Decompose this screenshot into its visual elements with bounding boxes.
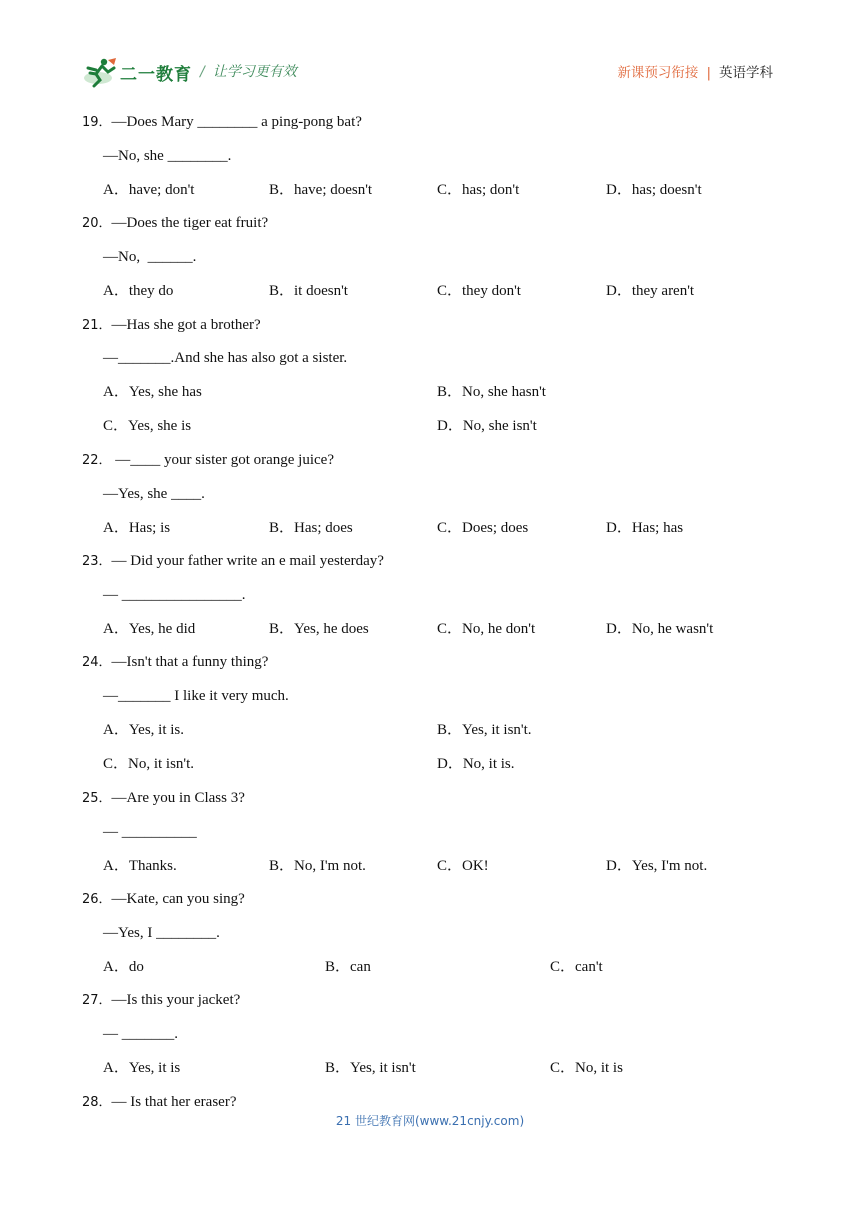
option-c: C．has; don't	[437, 182, 520, 198]
question-number: 27．	[82, 993, 112, 1008]
header-separator: |	[706, 65, 711, 81]
option-c: C．OK!	[437, 858, 489, 874]
option-c: C．Does; does	[437, 520, 529, 536]
header-subject-name: 英语学科	[719, 65, 773, 81]
question-stem: 26．—Kate, can you sing?	[82, 891, 245, 907]
question-number: 22．	[82, 453, 112, 468]
question-answer-line: — __________	[103, 824, 197, 840]
option-d: D．Has; has	[606, 520, 684, 536]
question-answer-line: —Yes, I ________.	[103, 925, 220, 941]
question-number: 26．	[82, 892, 112, 907]
option-a: A．Yes, she has	[103, 384, 202, 400]
question-number: 20．	[82, 216, 112, 231]
question-stem: 20．—Does the tiger eat fruit?	[82, 215, 269, 231]
page-footer: 21 世纪教育网(www.21cnjy.com)	[335, 1114, 525, 1128]
header-course: 新课预习衔接	[617, 65, 699, 81]
question-number: 19．	[82, 115, 112, 130]
question-answer-line: —No, ______.	[103, 249, 197, 265]
option-d: D．has; doesn't	[606, 182, 702, 198]
option-a: A．Yes, it is	[103, 1060, 181, 1076]
option-a: A．Yes, it is.	[103, 722, 184, 738]
option-d: D．No, he wasn't	[606, 621, 714, 637]
question-answer-line: — _______.	[103, 1026, 178, 1042]
question-number: 25．	[82, 791, 112, 806]
option-a: A．have; don't	[103, 182, 195, 198]
option-c: C．No, it is	[550, 1060, 623, 1076]
option-b: B．Yes, it isn't.	[437, 722, 532, 738]
question-stem: 21．—Has she got a brother?	[82, 317, 261, 333]
question-stem: 25．—Are you in Class 3?	[82, 790, 245, 806]
option-d: D．No, she isn't	[437, 418, 537, 434]
question-number: 21．	[82, 318, 112, 333]
question-stem: 27．—Is this your jacket?	[82, 992, 241, 1008]
slogan-text: 让学习更有效	[212, 64, 297, 80]
option-a: A．Has; is	[103, 520, 171, 536]
option-b: B．No, I'm not.	[269, 858, 366, 874]
question-stem: 19．—Does Mary ________ a ping-pong bat?	[82, 114, 362, 130]
question-stem: 28．— Is that her eraser?	[82, 1094, 237, 1110]
question-stem: 23．— Did your father write an e mail yesterday?	[82, 553, 384, 569]
question-number: 24．	[82, 655, 112, 670]
question-answer-line: —_______.And she has also got a sister.	[103, 350, 348, 366]
option-b: B．Yes, he does	[269, 621, 369, 637]
option-b: B．it doesn't	[269, 283, 348, 299]
question-number: 23．	[82, 554, 112, 569]
option-c: C．Yes, she is	[103, 418, 192, 434]
option-a: A．Yes, he did	[103, 621, 196, 637]
header-subject	[617, 61, 773, 81]
question-answer-line: —No, she ________.	[103, 148, 232, 164]
page-header	[0, 0, 860, 100]
option-c: C．No, it isn't.	[103, 756, 195, 772]
option-a: A．Thanks.	[103, 858, 177, 874]
option-c: C．can't	[550, 959, 603, 975]
option-d: D．No, it is.	[437, 756, 515, 772]
question-answer-line: —Yes, she ____.	[103, 486, 205, 502]
option-c: C．they don't	[437, 283, 521, 299]
option-c: C．No, he don't	[437, 621, 536, 637]
option-d: D．Yes, I'm not.	[606, 858, 708, 874]
question-stem: 22． —____ your sister got orange juice?	[82, 452, 334, 468]
slogan-slash: /	[200, 64, 205, 80]
question-answer-line: — ________________.	[103, 587, 246, 603]
option-a: A．they do	[103, 283, 174, 299]
option-a: A．do	[103, 959, 144, 975]
question-stem: 24．—Isn't that a funny thing?	[82, 654, 269, 670]
option-b: B．can	[325, 959, 371, 975]
option-b: B．have; doesn't	[269, 182, 373, 198]
option-d: D．they aren't	[606, 283, 695, 299]
question-answer-line: —_______ I like it very much.	[103, 688, 289, 704]
question-number: 28．	[82, 1095, 112, 1110]
option-b: B．Yes, it isn't	[325, 1060, 416, 1076]
header-slogan	[200, 61, 297, 81]
logo-text: 二一教育	[120, 65, 192, 85]
option-b: B．No, she hasn't	[437, 384, 546, 400]
option-b: B．Has; does	[269, 520, 353, 536]
